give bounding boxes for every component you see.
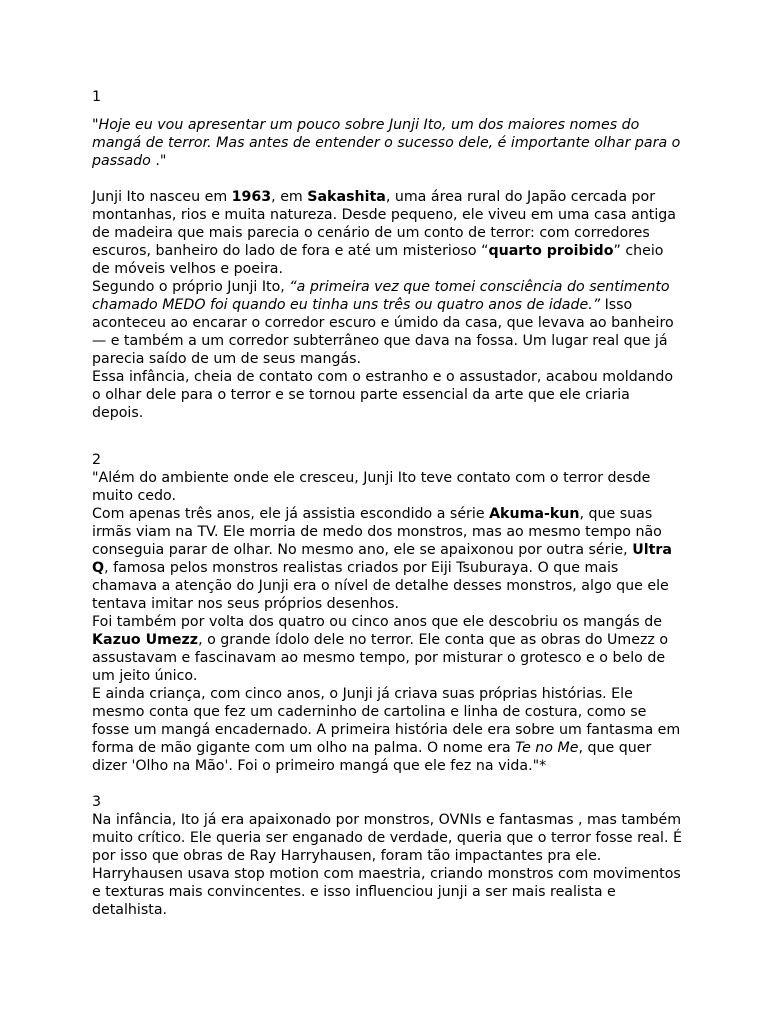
paragraph (92, 116, 682, 170)
text-run: Foi também por volta dos quatro ou cinco anos que ele descobriu os mangás de (92, 614, 662, 630)
italic-text: Te no Me (515, 740, 579, 756)
text-run: , que suas irmãs viam na TV. Ele morria de medo dos monstros, mas ao mesmo tempo não conseguia parar de olhar. No mesmo ano, ele se apaixonou por outra série, (92, 506, 662, 558)
bold-text: Sakashita (307, 189, 386, 205)
paragraph (92, 278, 682, 368)
text-run: ” cheio de móveis velhos e poeira. (92, 243, 664, 277)
section-body (92, 811, 682, 919)
paragraph (92, 685, 682, 775)
section-body (92, 469, 682, 775)
text-run: ." (150, 153, 167, 169)
italic-text: Hoje eu vou apresentar um pouco sobre Junji Ito, um dos maiores nomes do mangá de terror. Mas antes de entender o sucesso dele, é importante olhar para o passado (92, 117, 681, 169)
section-body (92, 116, 682, 422)
text-run: Isso aconteceu ao encarar o corredor escuro e úmido da casa, que levava ao banheiro — e também a um corredor subterrâneo que dava na fossa. Um lugar real que já parecia saído de um de seus mangás. (92, 297, 674, 367)
paragraph (92, 188, 682, 278)
text-run: Na infância, Ito já era apaixonado por monstros, OVNIs e fantasmas , mas também muito crítico. Ele queria ser enganado de verdade, queria que o terror fosse real. É por isso que obras de Ray Harryhausen, foram tão impactantes pra ele. Harryhausen usava stop motion com maestria, criando monstros com movimentos e texturas mais convincentes. e isso influenciou junji a ser mais realista e detalhista. (92, 812, 682, 918)
paragraph (92, 368, 682, 422)
text-run: , o grande ídolo dele no terror. Ele conta que as obras do Umezz o assustavam e fascinavam ao mesmo tempo, por misturar o grotesco e o belo de um jeito único. (92, 632, 669, 684)
paragraph-spacer (92, 170, 682, 188)
text-run: Com apenas três anos, ele já assistia escondido a série (92, 506, 490, 522)
section-number: 1 (92, 89, 102, 105)
bold-text: Ultra Q (92, 542, 672, 576)
section-number: 2 (92, 452, 102, 468)
paragraph (92, 469, 682, 505)
section-number: 3 (92, 794, 102, 810)
section-1 (92, 88, 682, 422)
text-run: , em (271, 189, 308, 205)
bold-text: Kazuo Umezz (92, 632, 199, 648)
text-run: Segundo o próprio Junji Ito, (92, 279, 290, 295)
text-run: "Além do ambiente onde ele cresceu, Junji Ito teve contato com o terror desde muito cedo. (92, 470, 651, 504)
paragraph (92, 505, 682, 613)
italic-text: “a primeira vez que tomei consciência do sentimento chamado MEDO foi quando eu tinha uns três ou quatro anos de idade.” (92, 279, 670, 313)
text-run: , que quer dizer 'Olho na Mão'. Foi o primeiro mangá que ele fez na vida."* (92, 740, 652, 774)
text-run: Essa infância, cheia de contato com o estranho e o assustador, acabou moldando o olhar dele para o terror e se tornou parte essencial da arte que ele criaria depois. (92, 369, 674, 421)
text-run: Junji Ito nasceu em (92, 189, 232, 205)
paragraph (92, 811, 682, 919)
bold-text: quarto proibido (488, 243, 614, 259)
section-3 (92, 793, 682, 919)
text-run: " (92, 117, 99, 133)
text-run: E ainda criança, com cinco anos, o Junji já criava suas próprias histórias. Ele mesmo conta que fez um caderninho de cartolina e linha de costura, como se fosse um mangá encadernado. A primeira história dele era sobre um fantasma em forma de mão gigante com um olho na palma. O nome era (92, 686, 681, 756)
bold-text: 1963 (231, 189, 272, 205)
bold-text: Akuma-kun (489, 506, 580, 522)
text-run: , uma área rural do Japão cercada por montanhas, rios e muita natureza. Desde pequeno, ele viveu em uma casa antiga de madeira que mais parecia o cenário de um conto de terror: com corredores escuros, banheiro do lado de fora e até um misterioso “ (92, 189, 676, 259)
text-run: , famosa pelos monstros realistas criados por Eiji Tsuburaya. O que mais chamava a atenção do Junji era o nível de detalhe desses monstros, algo que ele tentava imitar nos seus próprios desenhos. (92, 560, 669, 612)
section-2 (92, 451, 682, 775)
paragraph (92, 613, 682, 685)
